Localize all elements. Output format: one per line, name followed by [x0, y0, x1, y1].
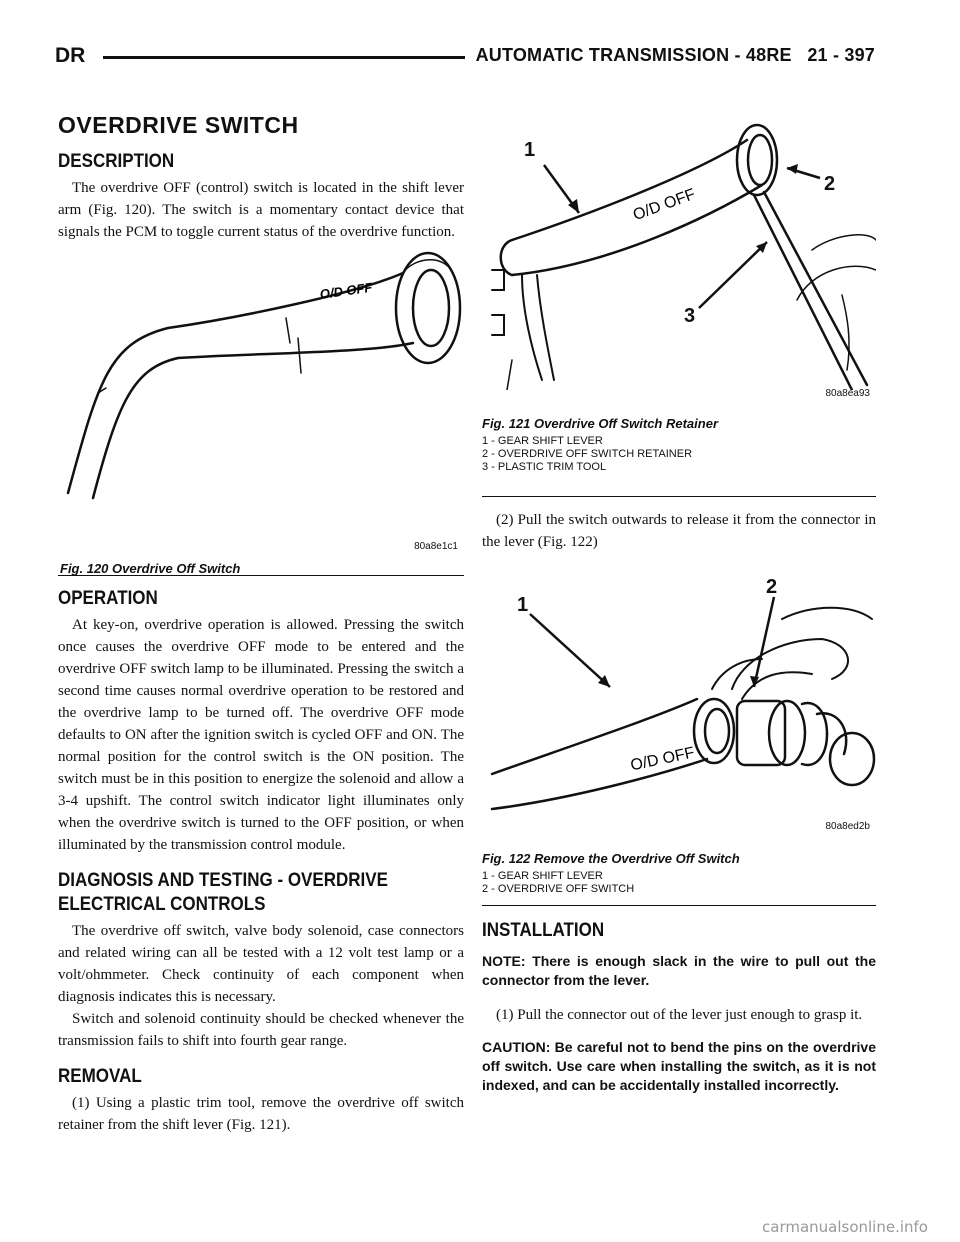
left-column: [58, 100, 464, 1136]
fig121-illustration: [482, 100, 876, 390]
fig122-callout-2: 2: [766, 576, 778, 598]
figure-120: [58, 243, 464, 576]
diagnosis-paragraph-2: Switch and solenoid continuity should be checked whenever the transmission fails to shift into fourth gear range.: [58, 1011, 464, 1049]
fig121-callout-3: 3: [684, 305, 696, 327]
fig122-switch-label: O/D OFF: [629, 744, 697, 775]
fig120-caption: Fig. 120 Overdrive Off Switch: [60, 561, 241, 576]
description-heading: DESCRIPTION: [58, 149, 175, 172]
fig120-code: 80a8e1c1: [414, 541, 458, 552]
diagnosis-heading-line1: DIAGNOSIS AND TESTING - OVERDRIVE: [58, 868, 388, 891]
installation-caution: CAUTION: Be careful not to bend the pins on the overdrive off switch. Use care when installing the switch, as it is not indexed, and can be accidentally installed incorrectly.: [482, 1039, 876, 1093]
header-rule: [103, 56, 465, 59]
removal-step-1: (1) Using a plastic trim tool, remove the overdrive off switch retainer from the shift lever (Fig. 121).: [58, 1095, 464, 1133]
diagnosis-paragraph-1: The overdrive off switch, valve body solenoid, case connectors and related wiring can all be tested with a 12 volt test lamp or a volt/ohmmeter. Check continuity of each component when diagnosis indicates this is necessary.: [58, 923, 464, 1005]
removal-heading: REMOVAL: [58, 1064, 142, 1087]
page-number: 21 - 397: [807, 45, 875, 65]
header-title: AUTOMATIC TRANSMISSION - 48RE 21 - 397: [475, 45, 875, 65]
diagnosis-heading-line2: ELECTRICAL CONTROLS: [58, 892, 266, 915]
installation-heading: INSTALLATION: [482, 918, 605, 941]
fig121-switch-label: O/D OFF: [630, 185, 698, 225]
fig122-legend-item-1: 1 - GEAR SHIFT LEVER: [482, 870, 603, 882]
fig122-illustration: [482, 559, 876, 819]
figure-121: [482, 100, 876, 497]
installation-step-1: (1) Pull the connector out of the lever just enough to grasp it.: [496, 1007, 863, 1023]
section-title: OVERDRIVE SWITCH: [58, 112, 299, 138]
fig121-callout-1: 1: [524, 139, 536, 161]
fig122-caption: Fig. 122 Remove the Overdrive Off Switch: [482, 851, 740, 866]
operation-heading: OPERATION: [58, 586, 158, 609]
fig121-legend: [482, 435, 876, 476]
page-header: [55, 44, 875, 72]
installation-note: NOTE: There is enough slack in the wire to pull out the connector from the lever.: [482, 953, 876, 988]
watermark: carmanualsonline.info: [762, 1218, 928, 1236]
header-model: DR: [55, 44, 86, 67]
fig121-legend-item-1: 1 - GEAR SHIFT LEVER: [482, 435, 603, 447]
fig122-legend-item-2: 2 - OVERDRIVE OFF SWITCH: [482, 883, 635, 895]
fig121-legend-item-2: 2 - OVERDRIVE OFF SWITCH RETAINER: [482, 448, 693, 460]
right-column: [482, 100, 876, 1109]
removal-step-2: (2) Pull the switch outwards to release it from the connector in the lever (Fig. 122): [482, 512, 876, 550]
operation-text: At key-on, overdrive operation is allowed. Pressing the switch once causes the overdrive OFF mode to be entered and the overdrive OFF switch lamp to be illuminated. Pressing the switch a second time causes normal overdrive operation to be restored and the overdrive lamp to be turned off. The overdrive OFF mode defaults to ON after the ignition switch is cycled OFF and ON. The normal position for the control switch is the ON position. The switch must be in this position to energize the solenoid and allow a 3-4 upshift. The control switch indicator light illuminates only when the overdrive switch is turned to the OFF position, or when illuminated by the transmission control module.: [58, 617, 464, 853]
fig121-caption: Fig. 121 Overdrive Off Switch Retainer: [482, 416, 719, 431]
figure-122: [482, 559, 876, 906]
fig122-code: 80a8ed2b: [825, 821, 870, 832]
fig122-legend: [482, 870, 876, 898]
fig121-callout-2: 2: [824, 173, 836, 195]
fig122-callout-1: 1: [517, 594, 529, 616]
fig121-legend-item-3: 3 - PLASTIC TRIM TOOL: [482, 461, 607, 473]
fig120-switch-label: O/D OFF: [318, 279, 374, 302]
fig120-illustration: [58, 243, 464, 543]
description-text: The overdrive OFF (control) switch is located in the shift lever arm (Fig. 120). The switch is a momentary contact device that signals the PCM to toggle current status of the overdrive function.: [58, 180, 464, 240]
fig121-code: 80a8ea93: [825, 388, 870, 399]
